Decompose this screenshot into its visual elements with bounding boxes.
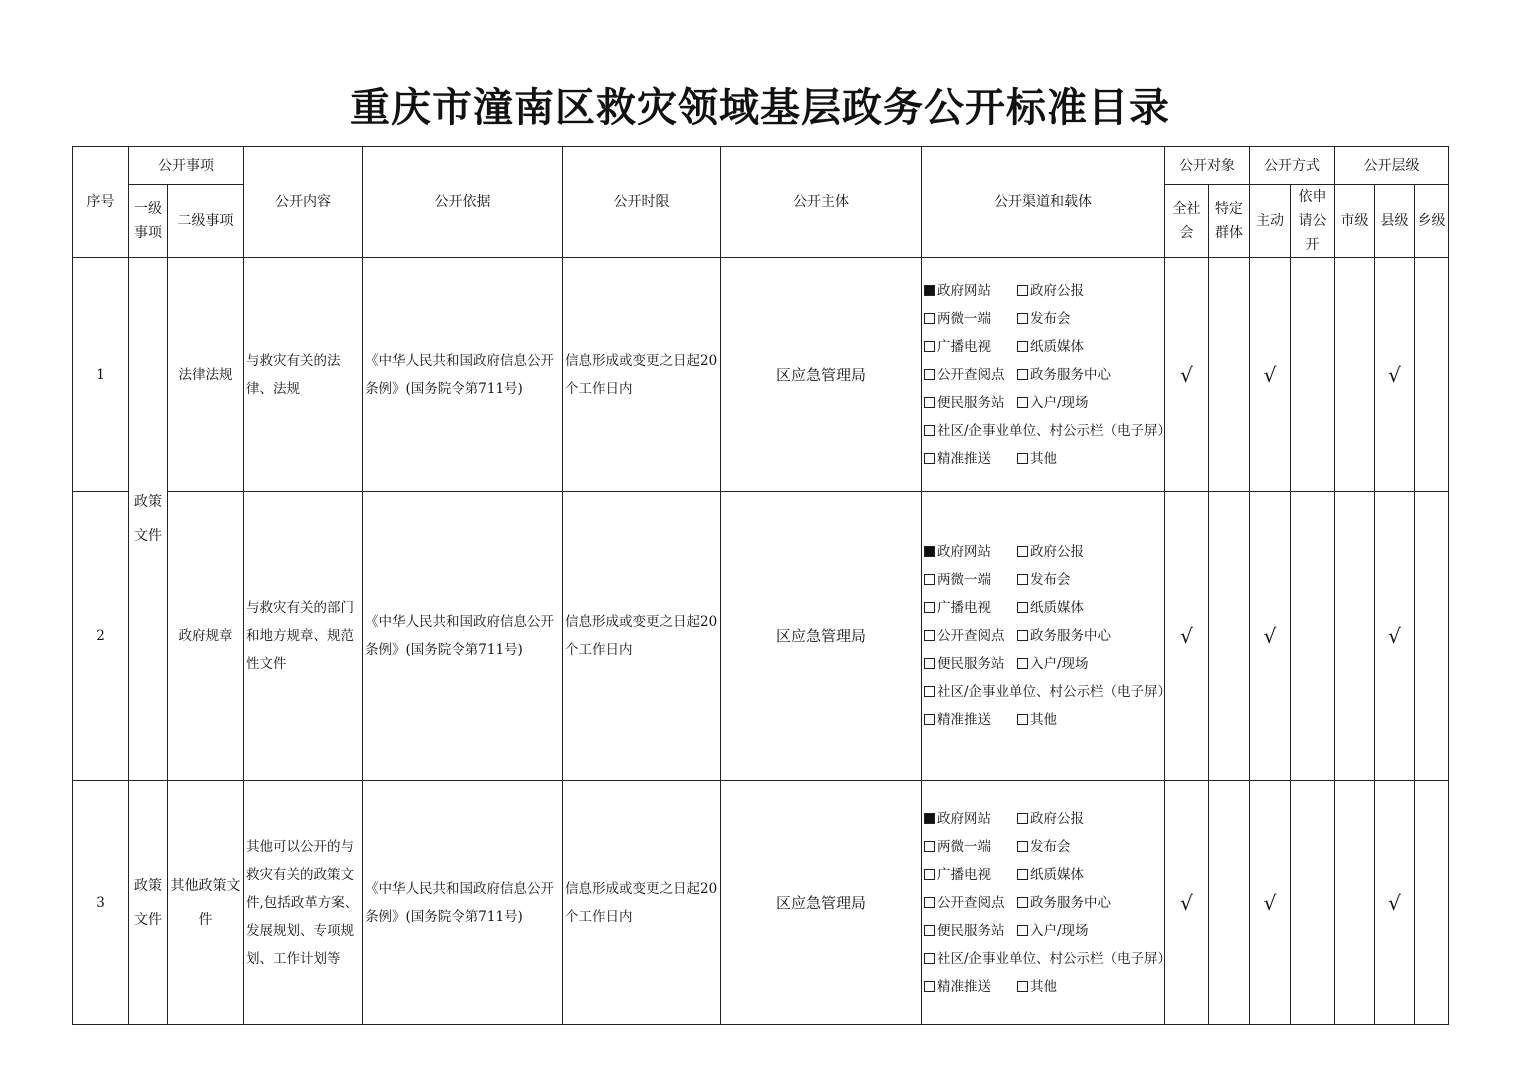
channel-option — [1017, 979, 1057, 995]
check-mark: √ — [1263, 362, 1277, 387]
channel-option — [924, 650, 1017, 678]
header-target-all — [1165, 185, 1209, 258]
channel-option — [924, 861, 1017, 889]
checkbox-empty-icon — [924, 425, 935, 436]
channel-option — [1017, 867, 1084, 883]
check-mark: √ — [1180, 624, 1193, 648]
row-time-limit: 信息形成或变更之日起20个工作日内 — [563, 781, 721, 1025]
checkbox-empty-icon — [924, 686, 935, 697]
row-seq: 3 — [73, 781, 129, 1025]
channel-option-label: 便民服务站 — [937, 922, 1005, 939]
row-level1-text: 政策文件 — [134, 494, 162, 544]
channel-option-label: 纸质媒体 — [1030, 866, 1084, 883]
channel-line — [924, 417, 1172, 445]
channel-option-label: 政务服务中心 — [1030, 366, 1111, 383]
channel-option — [924, 277, 1017, 305]
checkbox-empty-icon — [924, 925, 935, 936]
channel-option-label: 政府网站 — [937, 282, 991, 299]
header-basis: 公开依据 — [363, 147, 563, 258]
table-row — [73, 781, 1449, 1025]
row-basis: 《中华人民共和国政府信息公开条例》(国务院令第711号) — [363, 258, 563, 492]
checkbox-empty-icon — [1017, 546, 1028, 557]
row-level1-text: 政策文件 — [134, 877, 162, 928]
checkbox-empty-icon — [924, 869, 935, 880]
channel-line — [924, 333, 1164, 361]
row-basis: 《中华人民共和国政府信息公开条例》(国务院令第711号) — [363, 492, 563, 781]
channel-option-label: 便民服务站 — [937, 394, 1005, 411]
row-level2: 法律法规 — [168, 258, 244, 492]
row-content: 其他可以公开的与救灾有关的政策文件,包括政革方案、发展规划、专项规划、工作计划等 — [244, 781, 363, 1025]
checkbox-empty-icon — [924, 397, 935, 408]
header-target-specific — [1209, 185, 1250, 258]
header-target-specific-text: 特定群体 — [1215, 201, 1243, 241]
checkbox-empty-icon — [924, 453, 935, 464]
row-level2-text: 其他政策文件 — [170, 877, 241, 928]
channel-option — [924, 706, 1017, 734]
channel-option — [1017, 712, 1057, 728]
row-tier-county — [1375, 258, 1415, 492]
channel-line — [924, 305, 1164, 333]
page-title: 重庆市潼南区救灾领域基层政务公开标准目录 — [350, 84, 1170, 131]
channel-line — [924, 706, 1164, 734]
channel-option — [924, 445, 1017, 473]
channel-option-label: 公开查阅点 — [937, 628, 1005, 644]
checkbox-empty-icon — [1017, 714, 1028, 725]
channel-line — [924, 973, 1164, 1001]
checkbox-empty-icon — [1017, 925, 1028, 936]
checkbox-empty-icon — [1017, 813, 1028, 824]
table-row — [73, 258, 1449, 492]
channel-option-label: 政府公报 — [1030, 282, 1084, 299]
check-mark: √ — [1180, 362, 1193, 387]
channel-option-label: 入户/现场 — [1030, 922, 1089, 939]
row-channels — [922, 258, 1172, 492]
row-subject: 区应急管理局 — [721, 492, 922, 781]
channel-option-label: 政府公报 — [1030, 810, 1084, 827]
checkbox-empty-icon — [1017, 285, 1028, 296]
channel-option — [1017, 339, 1084, 355]
row-seq: 2 — [73, 492, 129, 781]
row-target-specific — [1209, 781, 1250, 1025]
header-seq: 序号 — [73, 147, 129, 258]
row-tier-city — [1335, 781, 1375, 1025]
channel-option-label: 发布会 — [1030, 838, 1071, 855]
row-channels — [922, 492, 1172, 781]
check-mark: √ — [1388, 890, 1401, 915]
row-method-active — [1250, 781, 1291, 1025]
channel-line — [924, 277, 1164, 305]
header-level2: 二级事项 — [168, 185, 244, 258]
channel-option-label: 入户/现场 — [1030, 656, 1089, 672]
channel-option — [924, 538, 1017, 566]
row-subject: 区应急管理局 — [721, 258, 922, 492]
channel-option — [924, 917, 1017, 945]
row-method-request — [1291, 492, 1335, 781]
header-target-all-text: 全社会 — [1172, 201, 1201, 241]
row-level2 — [168, 781, 244, 1025]
header-method-request-text: 依申请公开 — [1298, 189, 1327, 253]
row-tier-county — [1375, 781, 1415, 1025]
checkbox-empty-icon — [924, 602, 935, 613]
checkbox-empty-icon — [1017, 602, 1028, 613]
header-time-limit: 公开时限 — [563, 147, 721, 258]
checkbox-empty-icon — [1017, 453, 1028, 464]
checkbox-empty-icon — [1017, 341, 1028, 352]
channel-option — [924, 622, 1017, 650]
checkbox-empty-icon — [924, 313, 935, 324]
row-tier-town — [1415, 781, 1449, 1025]
channel-option — [1017, 283, 1084, 299]
checkbox-empty-icon — [924, 841, 935, 852]
channel-option-label: 两微一端 — [937, 572, 991, 588]
channel-line — [924, 538, 1164, 566]
channel-option — [1017, 451, 1057, 467]
row-content: 与救灾有关的部门和地方规章、规范性文件 — [244, 492, 363, 781]
channel-option — [1017, 544, 1084, 560]
checkbox-checked-icon — [924, 285, 935, 296]
channel-option-label: 发布会 — [1030, 310, 1071, 327]
checkbox-empty-icon — [924, 714, 935, 725]
channel-line — [924, 833, 1164, 861]
channel-line — [924, 650, 1164, 678]
checkbox-empty-icon — [1017, 630, 1028, 641]
channel-option-label: 其他 — [1030, 450, 1057, 467]
checkbox-empty-icon — [1017, 841, 1028, 852]
channel-option — [1017, 600, 1084, 616]
checkbox-empty-icon — [1017, 397, 1028, 408]
channel-option — [924, 973, 1017, 1001]
checkbox-empty-icon — [924, 341, 935, 352]
header-method-request — [1291, 185, 1335, 258]
channel-option-label: 政府网站 — [937, 810, 991, 827]
channel-option-label: 精准推送 — [937, 450, 991, 467]
row-tier-county — [1375, 492, 1415, 781]
channel-option-label: 纸质媒体 — [1030, 338, 1084, 355]
channel-option-label: 政务服务中心 — [1030, 628, 1111, 644]
channel-option-label: 广播电视 — [937, 338, 991, 355]
channel-option-label: 入户/现场 — [1030, 394, 1089, 411]
header-matters: 公开事项 — [129, 147, 244, 185]
channel-option-label: 其他 — [1030, 978, 1057, 995]
checkbox-empty-icon — [924, 981, 935, 992]
header-method: 公开方式 — [1250, 147, 1335, 185]
channel-option — [1017, 895, 1111, 911]
row-tier-town — [1415, 258, 1449, 492]
channel-option-label: 其他 — [1030, 712, 1057, 728]
row-tier-city — [1335, 492, 1375, 781]
table-row — [73, 492, 1449, 781]
channel-option — [924, 333, 1017, 361]
channel-option — [1017, 367, 1111, 383]
channel-option — [1017, 311, 1071, 327]
channel-option-label: 发布会 — [1030, 572, 1071, 588]
check-mark: √ — [1388, 624, 1401, 648]
header-level1 — [129, 185, 168, 258]
channel-option-label: 社区/企事业单位、村公示栏（电子屏） — [937, 422, 1172, 439]
header-method-active: 主动 — [1250, 185, 1291, 258]
header-content: 公开内容 — [244, 147, 363, 258]
channel-line — [924, 389, 1164, 417]
row-content: 与救灾有关的法律、法规 — [244, 258, 363, 492]
channel-option — [1017, 811, 1084, 827]
checkbox-empty-icon — [924, 574, 935, 585]
header-tier-town: 乡级 — [1415, 185, 1449, 258]
checkbox-checked-icon — [924, 546, 935, 557]
channel-line — [924, 917, 1164, 945]
channel-line — [924, 678, 1172, 706]
channel-line — [924, 622, 1164, 650]
channel-option — [924, 833, 1017, 861]
channel-option-label: 两微一端 — [937, 310, 991, 327]
channel-option — [924, 361, 1017, 389]
row-method-request — [1291, 258, 1335, 492]
channel-option — [1017, 628, 1111, 644]
channel-option-label: 政务服务中心 — [1030, 894, 1111, 911]
row-subject: 区应急管理局 — [721, 781, 922, 1025]
channel-option-label: 政府网站 — [937, 544, 991, 560]
header-subject: 公开主体 — [721, 147, 922, 258]
check-mark: √ — [1263, 624, 1277, 648]
row-method-active — [1250, 492, 1291, 781]
channel-option — [924, 889, 1017, 917]
row-level1 — [129, 258, 168, 781]
channel-option — [1017, 923, 1089, 939]
channel-option — [924, 684, 1171, 700]
checkbox-empty-icon — [924, 953, 935, 964]
channel-line — [924, 861, 1164, 889]
check-mark: √ — [1388, 362, 1401, 387]
channel-line — [924, 566, 1164, 594]
checkbox-empty-icon — [1017, 869, 1028, 880]
channel-option-label: 社区/企事业单位、村公示栏（电子屏） — [937, 684, 1172, 700]
check-mark: √ — [1263, 890, 1277, 915]
channel-option-label: 社区/企事业单位、村公示栏（电子屏） — [937, 950, 1172, 967]
row-target-specific — [1209, 492, 1250, 781]
channel-option — [924, 805, 1017, 833]
channel-option — [924, 389, 1017, 417]
header-tier-county: 县级 — [1375, 185, 1415, 258]
channel-option-label: 广播电视 — [937, 600, 991, 616]
row-target-all — [1165, 492, 1209, 781]
row-tier-city — [1335, 258, 1375, 492]
checkbox-checked-icon — [924, 813, 935, 824]
checkbox-empty-icon — [1017, 981, 1028, 992]
channel-line — [924, 889, 1164, 917]
channel-option-label: 精准推送 — [937, 712, 991, 728]
channel-option-label: 两微一端 — [937, 838, 991, 855]
channel-option-label: 政府公报 — [1030, 544, 1084, 560]
channel-option-label: 纸质媒体 — [1030, 600, 1084, 616]
channel-option-label: 广播电视 — [937, 866, 991, 883]
channel-option — [1017, 656, 1089, 672]
row-target-all — [1165, 781, 1209, 1025]
row-level2: 政府规章 — [168, 492, 244, 781]
row-target-specific — [1209, 258, 1250, 492]
header-tier: 公开层级 — [1335, 147, 1449, 185]
checkbox-empty-icon — [924, 369, 935, 380]
channel-line — [924, 594, 1164, 622]
channel-option-label: 公开查阅点 — [937, 894, 1005, 911]
checkbox-empty-icon — [1017, 369, 1028, 380]
row-time-limit: 信息形成或变更之日起20个工作日内 — [563, 258, 721, 492]
channel-option — [924, 566, 1017, 594]
checkbox-empty-icon — [1017, 574, 1028, 585]
channel-option-label: 公开查阅点 — [937, 366, 1005, 383]
channel-option — [924, 423, 1171, 439]
channel-option — [1017, 839, 1071, 855]
channel-option — [924, 951, 1171, 967]
header-target: 公开对象 — [1165, 147, 1250, 185]
channel-option — [1017, 572, 1071, 588]
row-method-request — [1291, 781, 1335, 1025]
channel-line — [924, 805, 1164, 833]
directory-table — [72, 146, 1449, 1025]
channel-line — [924, 945, 1172, 973]
row-channels — [922, 781, 1172, 1025]
checkbox-empty-icon — [1017, 658, 1028, 669]
row-tier-town — [1415, 492, 1449, 781]
row-method-active — [1250, 258, 1291, 492]
row-seq: 1 — [73, 258, 129, 492]
row-target-all — [1165, 258, 1209, 492]
checkbox-empty-icon — [924, 897, 935, 908]
checkbox-empty-icon — [1017, 313, 1028, 324]
channel-line — [924, 361, 1164, 389]
checkbox-empty-icon — [1017, 897, 1028, 908]
row-time-limit: 信息形成或变更之日起20个工作日内 — [563, 492, 721, 781]
checkbox-empty-icon — [924, 630, 935, 641]
check-mark: √ — [1180, 890, 1193, 915]
row-basis: 《中华人民共和国政府信息公开条例》(国务院令第711号) — [363, 781, 563, 1025]
channel-option — [924, 305, 1017, 333]
channel-option-label: 便民服务站 — [937, 656, 1005, 672]
header-level1-text: 一级事项 — [134, 201, 162, 241]
header-tier-city: 市级 — [1335, 185, 1375, 258]
channel-option — [924, 594, 1017, 622]
channel-option — [1017, 395, 1089, 411]
channel-line — [924, 445, 1164, 473]
channel-option-label: 精准推送 — [937, 978, 991, 995]
header-channels: 公开渠道和载体 — [922, 147, 1165, 258]
checkbox-empty-icon — [924, 658, 935, 669]
row-level1 — [129, 781, 168, 1025]
